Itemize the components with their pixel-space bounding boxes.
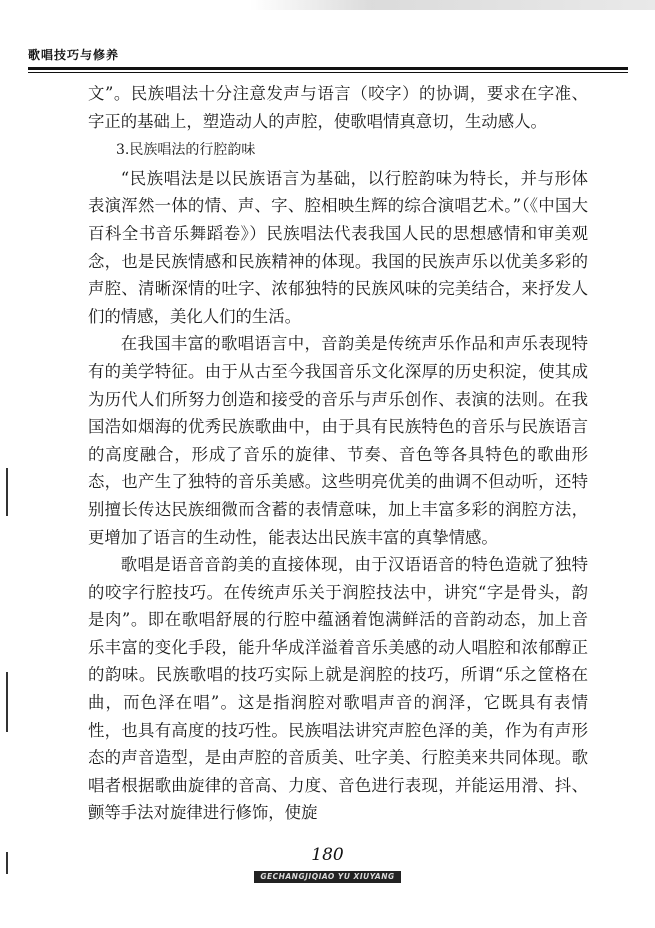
section-subheading: 3.民族唱法的行腔韵味 (116, 142, 256, 159)
header-rule-thin (28, 72, 628, 73)
page-footer (0, 846, 655, 883)
running-header-title: 歌唱技巧与修养 (28, 48, 120, 62)
scan-artifact-top (250, 0, 655, 10)
main-text (88, 80, 588, 827)
running-header (28, 47, 628, 63)
page-number: 180 (311, 845, 344, 865)
footer-band: GECHANGJIQIAO YU XIUYANG (254, 871, 400, 883)
paragraph: 歌唱是语音音韵美的直接体现，由于汉语语音的特色造就了独特的咬字行腔技巧。在传统声乐关于润腔技法中，讲究“字是骨头，韵是肉”。即在歌唱舒展的行腔中蕴涵着饱满鲜活的音韵动态，加上音乐丰富的变化手段，能升华成洋溢着音乐美感的动人唱腔和浓郁醇正的韵味。民族歌唱的技巧实际上就是润腔的技巧，所谓“乐之筐格在曲，而色泽在唱”。这是指润腔对歌唱声音的润泽，它既具有表情性，也具有高度的技巧性。民族唱法讲究声腔色泽的美，作为有声形态的声音造型，是由声腔的音质美、吐字美、行腔美来共同体现。歌唱者根据歌曲旋律的音高、力度、音色进行表现，并能运用滑、抖、颤等手法对旋律进行修饰，使旋 (88, 555, 588, 823)
paragraph: “民族唱法是以民族语言为基础，以行腔韵味为特长，并与形体表演浑然一体的情、声、字、腔相映生辉的综合演唱艺术。”（《中国大百科全书音乐舞蹈卷》）民族唱法代表我国人民的思想感情和审美观念，也是民族情感和民族精神的体现。我国的民族声乐以优美多彩的声腔、清晰深情的吐字、浓郁独特的民族风味的完美结合，来抒发人们的情感，美化人们的生活。 (88, 168, 588, 326)
paragraph-continuation: 文”。民族唱法十分注意发声与语言（咬字）的协调，要求在字准、字正的基础上，塑造动人的声腔，使歌唱情真意切，生动感人。 (88, 84, 588, 131)
paragraph: 在我国丰富的歌唱语言中，音韵美是传统声乐作品和声乐表现特有的美学特征。由于从古至今我国音乐文化深厚的历史积淀，使其成为历代人们所努力创造和接受的音乐与声乐创作、表演的法则。在我国浩如烟海的优秀民族歌曲中，由于具有民族特色的音乐与民族语言的高度融合，形成了音乐的旋律、节奏、音色等各具特色的歌曲形态，也产生了独特的音乐美感。这些明亮优美的曲调不但动听，还特别擅长传达民族细微而含蓄的表情意味，加上丰富多彩的润腔方法，更增加了语言的生动性，能表达出民族丰富的真挚情感。 (88, 334, 588, 547)
scan-edge-mark (6, 672, 8, 732)
scan-edge-mark (6, 468, 8, 516)
header-rule-thick (28, 67, 628, 70)
